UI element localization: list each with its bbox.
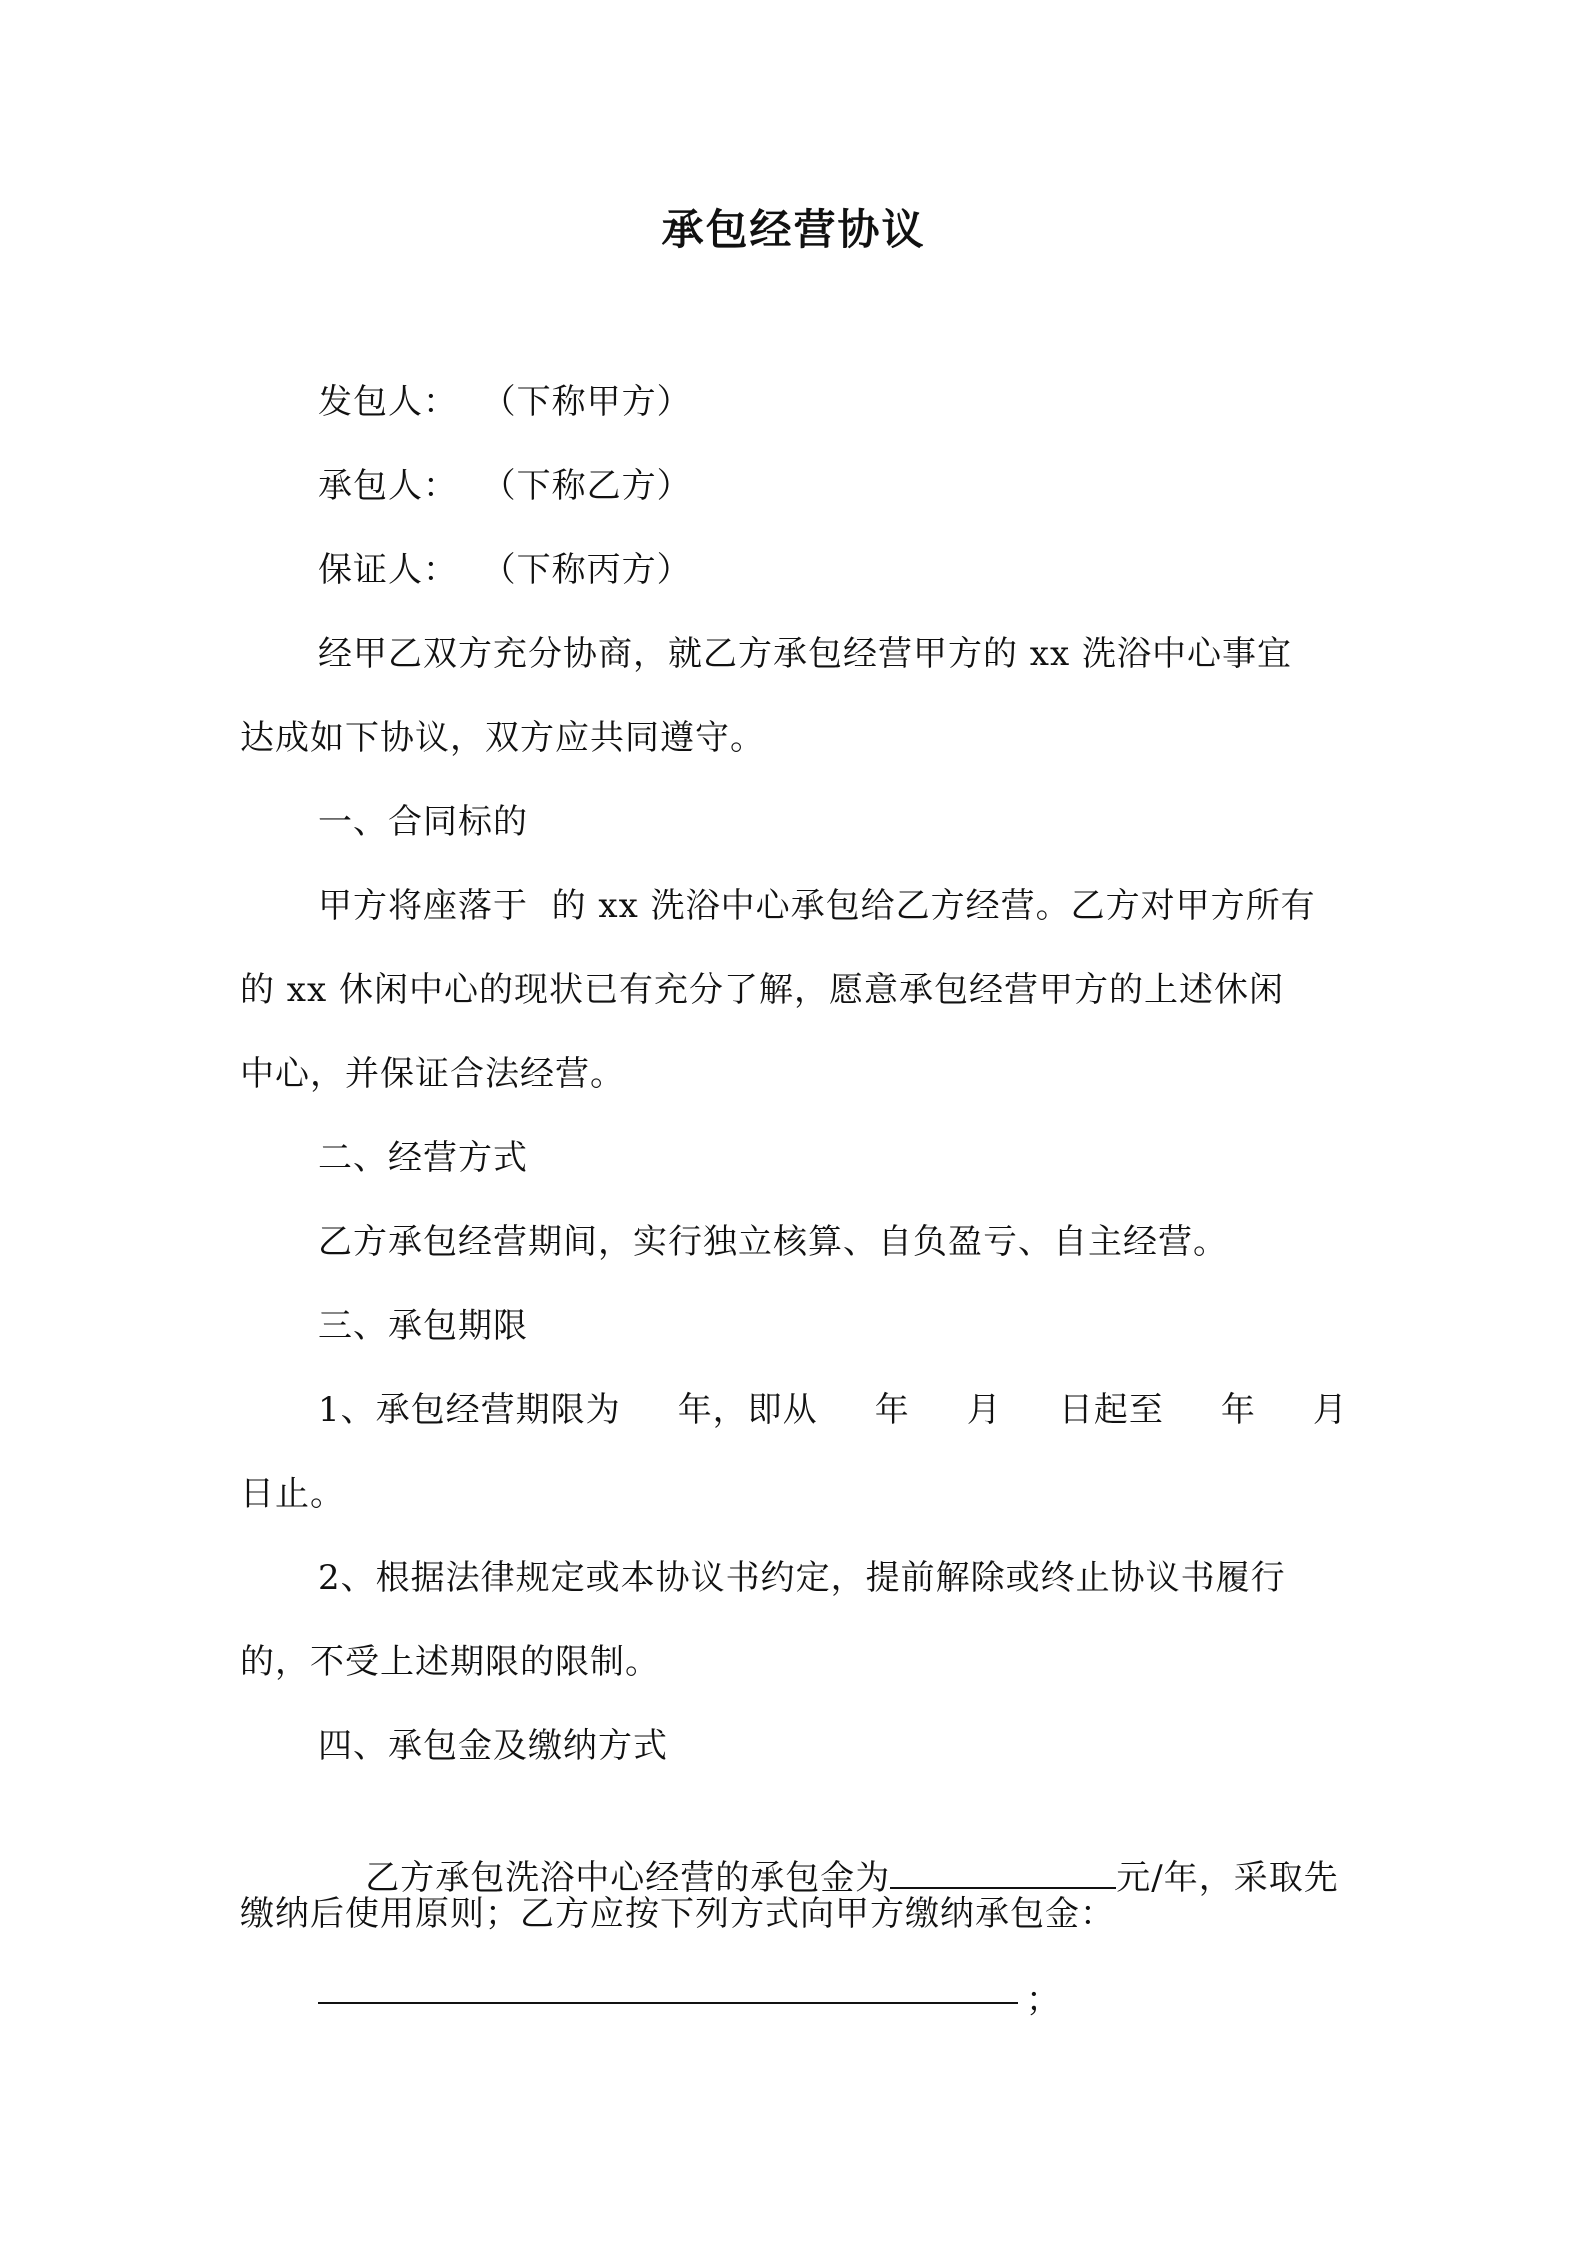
document-title: 承包经营协议 bbox=[661, 205, 926, 254]
contract-fee-blank bbox=[890, 1857, 1116, 1889]
intro-line-2: 达成如下协议，双方应共同遵守。 bbox=[240, 718, 765, 758]
contract-fee-text-before: 乙方承包洗浴中心经营的承包金为 bbox=[365, 1858, 891, 1898]
intro-line-1: 经甲乙双方充分协商，就乙方承包经营甲方的 xx 洗浴中心事宜 bbox=[318, 634, 1292, 674]
section-1-line-2: 的 xx 休闲中心的现状已有充分了解，愿意承包经营甲方的上述休闲 bbox=[240, 970, 1284, 1010]
payment-method-blank bbox=[318, 2002, 1018, 2004]
party-a-line: 发包人： （下称甲方） bbox=[318, 382, 692, 422]
payment-method-end: ； bbox=[1026, 1980, 1060, 2020]
section-1-heading: 一、合同标的 bbox=[318, 802, 528, 842]
section-1-line-3: 中心，并保证合法经营。 bbox=[240, 1054, 625, 1094]
term-part: 年 bbox=[874, 1390, 910, 1430]
section-2-line-1: 乙方承包经营期间，实行独立核算、自负盈亏、自主经营。 bbox=[318, 1222, 1228, 1262]
party-c-line: 保证人： （下称丙方） bbox=[318, 550, 692, 590]
section-1-line-1: 甲方将座落于 的 xx 洗浴中心承包给乙方经营。乙方对甲方所有 bbox=[318, 886, 1316, 926]
term-part: 日起至 bbox=[1058, 1390, 1164, 1430]
section-3-item-2-line-2: 的，不受上述期限的限制。 bbox=[240, 1642, 660, 1682]
section-3-heading: 三、承包期限 bbox=[318, 1306, 528, 1346]
term-part: 年，即从 bbox=[677, 1390, 818, 1430]
contract-fee-text-after: 元/年，采取先 bbox=[1116, 1858, 1339, 1898]
party-b-line: 承包人： （下称乙方） bbox=[318, 466, 692, 506]
term-part: 月 bbox=[966, 1390, 1002, 1430]
section-2-heading: 二、经营方式 bbox=[318, 1138, 528, 1178]
term-part: 1、承包经营期限为 bbox=[318, 1390, 621, 1430]
term-part: 年 bbox=[1220, 1390, 1256, 1430]
term-line-2: 日止。 bbox=[240, 1474, 345, 1514]
section-3-item-2-line-1: 2、根据法律规定或本协议书约定，提前解除或终止协议书履行 bbox=[318, 1558, 1286, 1598]
section-4-line-2: 缴纳后使用原则；乙方应按下列方式向甲方缴纳承包金： bbox=[240, 1894, 1115, 1934]
term-line bbox=[318, 1386, 1348, 1434]
section-4-heading: 四、承包金及缴纳方式 bbox=[318, 1726, 668, 1766]
term-part: 月 bbox=[1312, 1390, 1348, 1430]
